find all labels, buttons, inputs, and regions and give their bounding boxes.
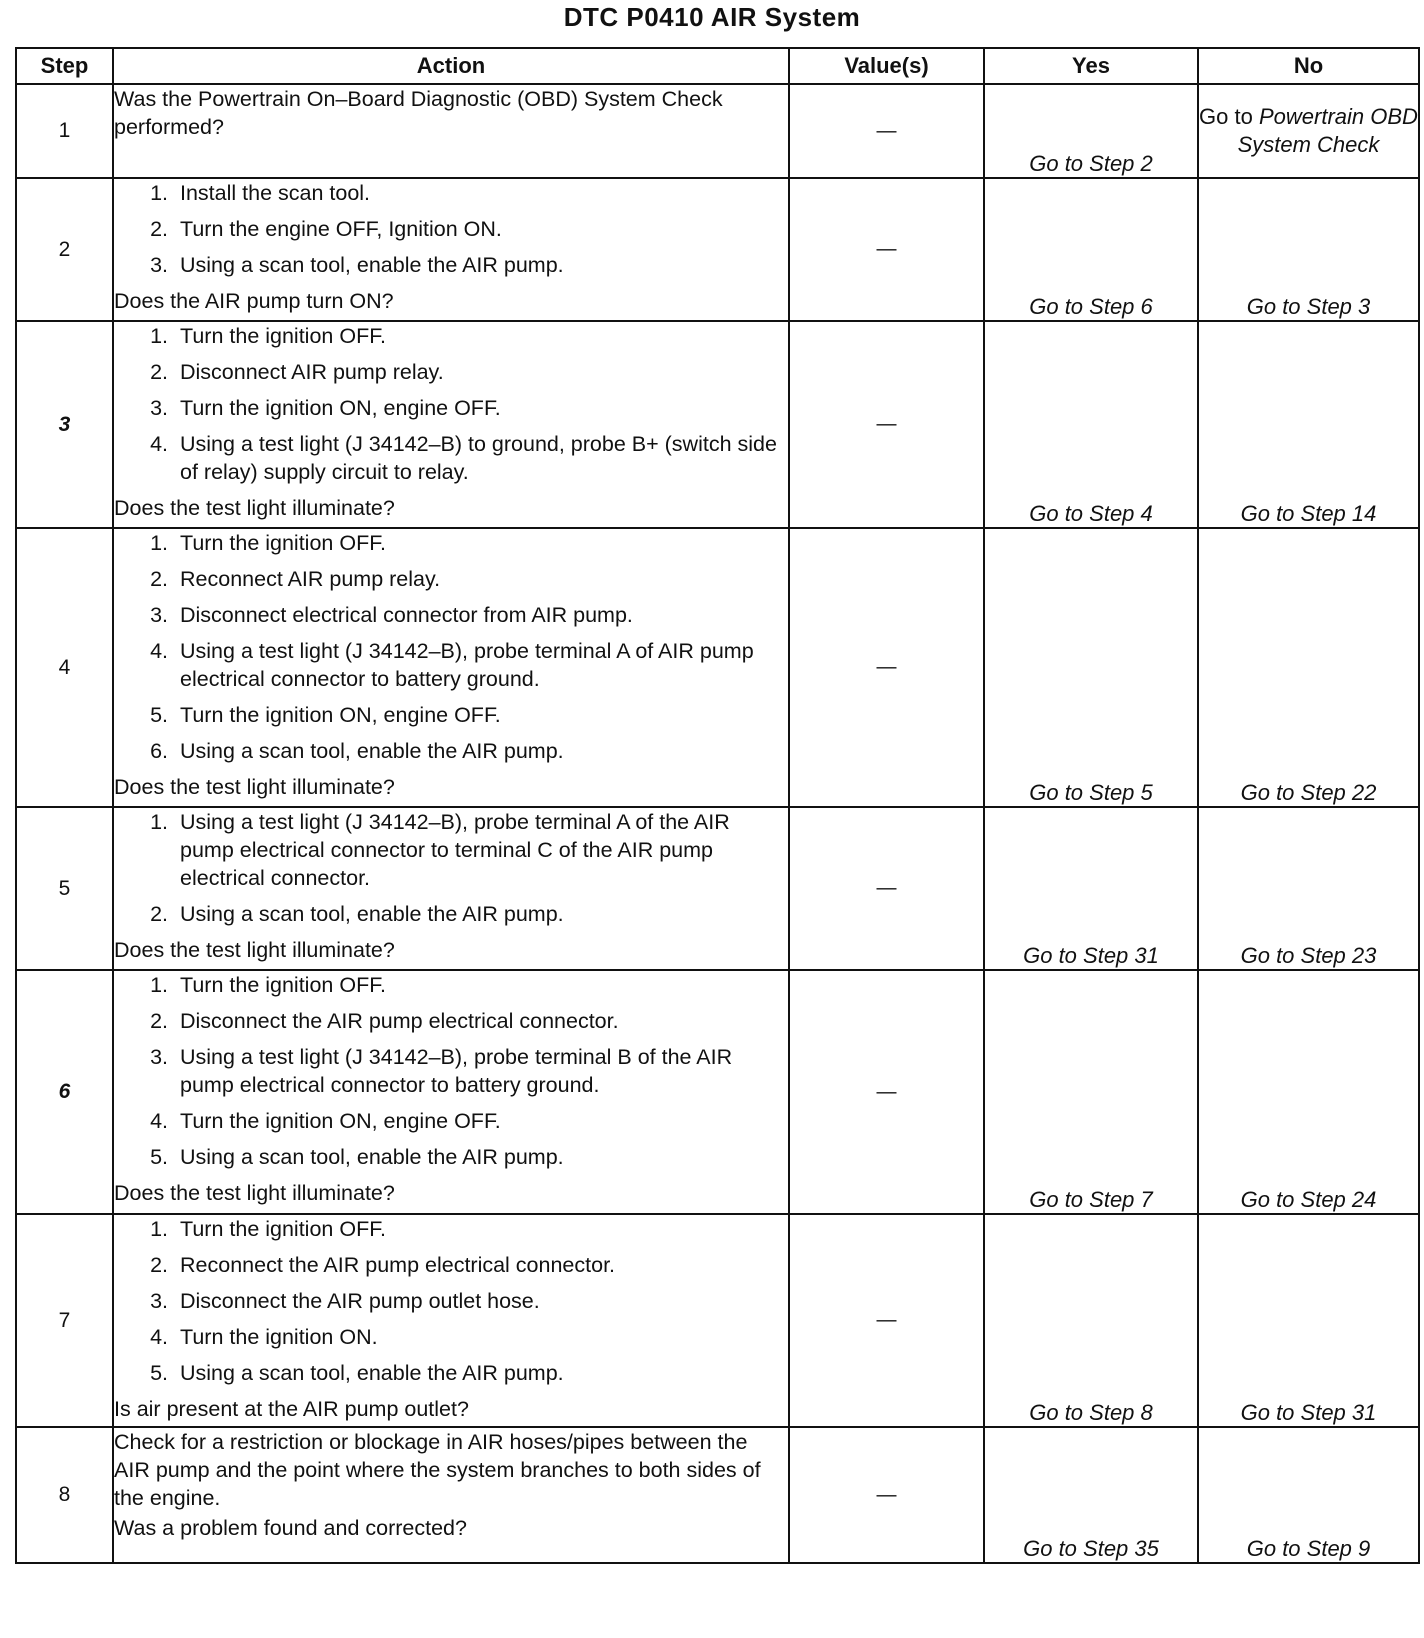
table-row [16, 1427, 1419, 1563]
list-item: 1. Turn the ignition OFF. [174, 1215, 788, 1243]
no-cell: Go to Step 9 [1198, 1427, 1419, 1563]
list-item: 4. Using a test light (J 34142–B) to ground, probe B+ (switch side of relay) supply circuit to relay. [174, 430, 788, 486]
value-cell: — [789, 84, 984, 178]
action-question: Does the test light illuminate? [114, 496, 395, 520]
list-item: 5. Using a scan tool, enable the AIR pump. [174, 1359, 788, 1387]
action-question: Does the AIR pump turn ON? [114, 289, 394, 313]
list-item: 3. Using a scan tool, enable the AIR pump. [174, 251, 788, 279]
action-steps-list [114, 529, 788, 765]
table-row [16, 84, 1419, 178]
action-cell [113, 84, 789, 178]
list-item: 3. Using a test light (J 34142–B), probe terminal B of the AIR pump electrical connector to battery ground. [174, 1043, 788, 1099]
list-item: 5. Using a scan tool, enable the AIR pump. [174, 1143, 788, 1171]
step-number: 4 [16, 528, 113, 807]
table-row [16, 1214, 1419, 1427]
no-cell: Go to Step 3 [1198, 178, 1419, 321]
yes-cell: Go to Step 35 [984, 1427, 1198, 1563]
no-cell: Go to Step 22 [1198, 528, 1419, 807]
list-item: 4. Turn the ignition ON, engine OFF. [174, 1107, 788, 1135]
no-cell: Go to Step 24 [1198, 970, 1419, 1214]
step-number: 8 [16, 1427, 113, 1563]
step-number: 1 [16, 84, 113, 178]
action-cell [113, 1427, 789, 1563]
action-question: Was a problem found and corrected? [114, 1516, 467, 1540]
no-cell: Go to Step 14 [1198, 321, 1419, 528]
action-text: Was the Powertrain On–Board Diagnostic (OBD) System Check performed? [114, 87, 723, 139]
table-row [16, 178, 1419, 321]
step-number: 5 [16, 807, 113, 970]
yes-cell: Go to Step 7 [984, 970, 1198, 1214]
list-item: 3. Turn the ignition ON, engine OFF. [174, 394, 788, 422]
no-cell: Go to Step 31 [1198, 1214, 1419, 1427]
table-row [16, 970, 1419, 1214]
action-steps-list [114, 971, 788, 1171]
table-header-row [16, 48, 1419, 84]
value-cell: — [789, 807, 984, 970]
action-cell [113, 321, 789, 528]
action-steps-list [114, 1215, 788, 1387]
yes-cell: Go to Step 6 [984, 178, 1198, 321]
list-item: 2. Disconnect the AIR pump electrical connector. [174, 1007, 788, 1035]
action-steps-list [114, 179, 788, 279]
action-cell [113, 970, 789, 1214]
list-item: 2. Using a scan tool, enable the AIR pump. [174, 900, 788, 928]
table-row [16, 321, 1419, 528]
action-steps-list [114, 322, 788, 486]
header-no: No [1198, 48, 1419, 84]
list-item: 2. Disconnect AIR pump relay. [174, 358, 788, 386]
table-row [16, 528, 1419, 807]
yes-cell: Go to Step 5 [984, 528, 1198, 807]
yes-cell: Go to Step 4 [984, 321, 1198, 528]
action-cell [113, 807, 789, 970]
no-reference: Powertrain OBD System Check [1237, 104, 1418, 157]
diagnostic-table [15, 47, 1420, 1564]
list-item: 2. Turn the engine OFF, Ignition ON. [174, 215, 788, 243]
list-item: 3. Disconnect the AIR pump outlet hose. [174, 1287, 788, 1315]
step-number: 2 [16, 178, 113, 321]
list-item: 1. Turn the ignition OFF. [174, 322, 788, 350]
table-row [16, 807, 1419, 970]
list-item: 1. Install the scan tool. [174, 179, 788, 207]
value-cell: — [789, 970, 984, 1214]
list-item: 6. Using a scan tool, enable the AIR pump. [174, 737, 788, 765]
action-steps-list [114, 808, 788, 928]
step-number: 7 [16, 1214, 113, 1427]
list-item: 1. Using a test light (J 34142–B), probe terminal A of the AIR pump electrical connector to terminal C of the AIR pump electrical connector. [174, 808, 788, 892]
yes-cell: Go to Step 31 [984, 807, 1198, 970]
list-item: 1. Turn the ignition OFF. [174, 971, 788, 999]
action-cell [113, 178, 789, 321]
list-item: 3. Disconnect electrical connector from AIR pump. [174, 601, 788, 629]
list-item: 2. Reconnect the AIR pump electrical connector. [174, 1251, 788, 1279]
action-text: Check for a restriction or blockage in AIR hoses/pipes between the AIR pump and the point where the system branches to both sides of the engine. [114, 1430, 761, 1510]
action-question: Does the test light illuminate? [114, 775, 395, 799]
list-item: 4. Turn the ignition ON. [174, 1323, 788, 1351]
step-number: 6 [16, 970, 113, 1214]
value-cell: — [789, 528, 984, 807]
list-item: 5. Turn the ignition ON, engine OFF. [174, 701, 788, 729]
header-yes: Yes [984, 48, 1198, 84]
list-item: 1. Turn the ignition OFF. [174, 529, 788, 557]
value-cell: — [789, 178, 984, 321]
yes-cell: Go to Step 2 [984, 84, 1198, 178]
value-cell: — [789, 1214, 984, 1427]
step-number: 3 [16, 321, 113, 528]
action-cell [113, 528, 789, 807]
list-item: 2. Reconnect AIR pump relay. [174, 565, 788, 593]
action-cell [113, 1214, 789, 1427]
page-title: DTC P0410 AIR System [563, 2, 861, 32]
no-cell: Go to Step 23 [1198, 807, 1419, 970]
action-question: Does the test light illuminate? [114, 938, 395, 962]
list-item: 4. Using a test light (J 34142–B), probe terminal A of AIR pump electrical connector to battery ground. [174, 637, 788, 693]
no-prefix: Go to [1199, 104, 1253, 129]
value-cell: — [789, 1427, 984, 1563]
value-cell: — [789, 321, 984, 528]
yes-cell: Go to Step 8 [984, 1214, 1198, 1427]
header-action: Action [113, 48, 789, 84]
no-cell [1198, 84, 1419, 178]
action-question: Does the test light illuminate? [114, 1181, 395, 1205]
header-values: Value(s) [789, 48, 984, 84]
action-question: Is air present at the AIR pump outlet? [114, 1397, 469, 1421]
header-step: Step [16, 48, 113, 84]
